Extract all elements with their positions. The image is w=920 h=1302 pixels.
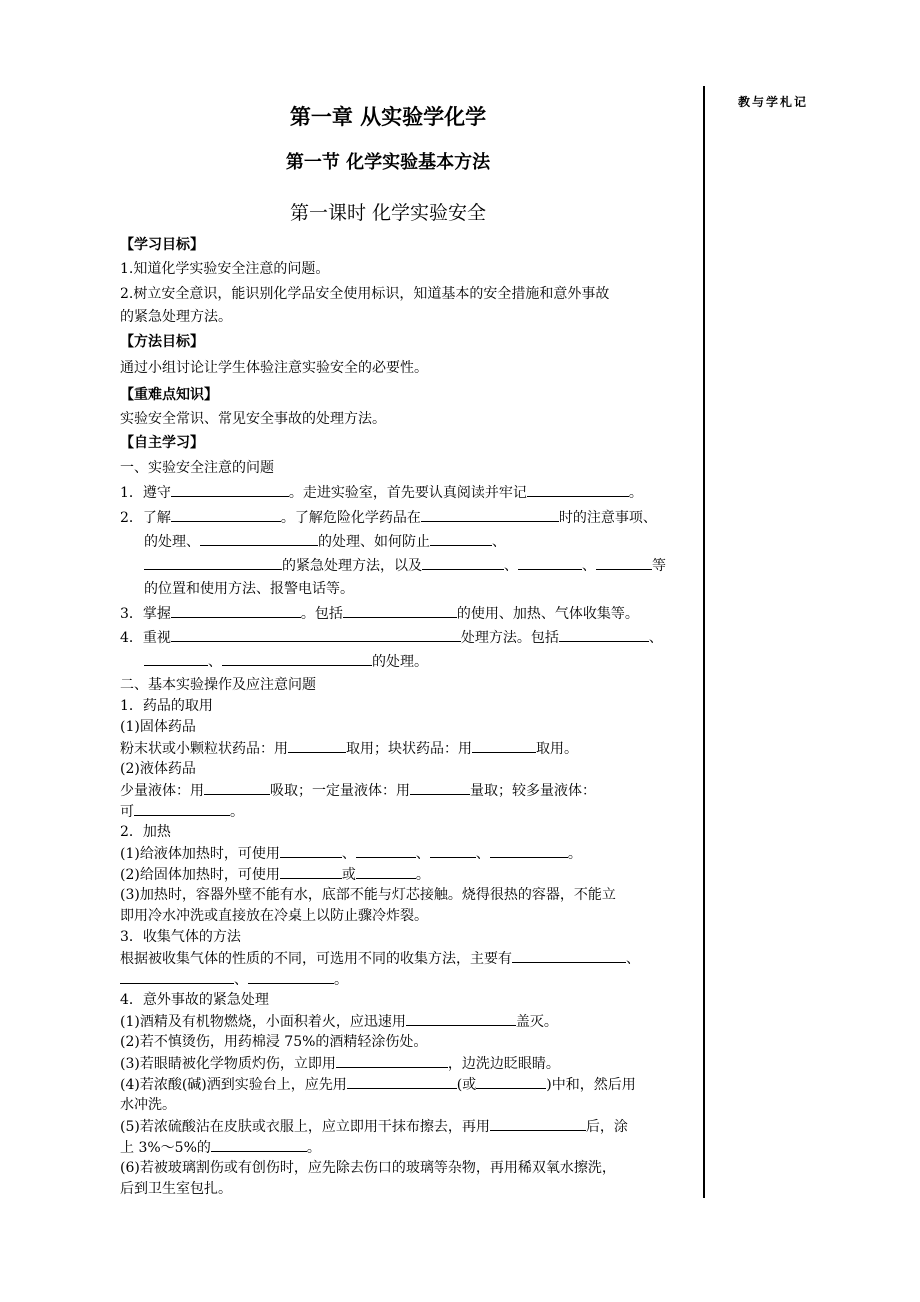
- blank[interactable]: [490, 1116, 586, 1131]
- method-heading: 【方法目标】: [120, 334, 204, 350]
- blank[interactable]: [211, 1137, 307, 1152]
- blank[interactable]: [171, 482, 289, 497]
- safety-item-4-line2: 、 的处理。: [144, 651, 724, 672]
- op3-text: 根据被收集气体的性质的不同，可选用不同的收集方法，主要有 、: [120, 948, 700, 969]
- part2-heading: 二、基本实验操作及应注意问题: [120, 677, 316, 693]
- blank[interactable]: [120, 969, 234, 984]
- goal-item-2: 2.树立安全意识，能识别化学品安全使用标识，知道基本的安全措施和意外事故: [120, 286, 610, 302]
- blank[interactable]: [134, 801, 230, 816]
- op4-heading: 4．意外事故的紧急处理: [120, 992, 269, 1008]
- emergency-5-cont: 上 3%～5%的 。: [120, 1137, 700, 1158]
- op3-heading: 3．收集气体的方法: [120, 929, 241, 945]
- blank[interactable]: [356, 843, 416, 858]
- op2b-text: (2)给固体加热时，可使用 或 。: [120, 864, 700, 885]
- blank[interactable]: [336, 1053, 448, 1068]
- blank[interactable]: [421, 507, 559, 522]
- emergency-3: (3)若眼睛被化学物质灼伤，立即用 ，边洗边眨眼睛。: [120, 1053, 700, 1074]
- blank[interactable]: [222, 651, 372, 666]
- blank[interactable]: [559, 627, 649, 642]
- safety-item-4: 4．重视 处理方法。包括 、: [120, 627, 700, 648]
- blank[interactable]: [347, 1074, 457, 1089]
- blank[interactable]: [200, 531, 318, 546]
- blank[interactable]: [171, 507, 281, 522]
- notes-divider: [703, 86, 705, 1198]
- safety-item-1: 1．遵守 。走进实验室，首先要认真阅读并牢记 。: [120, 482, 700, 503]
- blank[interactable]: [248, 969, 334, 984]
- section-title: 第一节 化学实验基本方法: [285, 152, 491, 173]
- op2c-text-cont: 即用冷水冲洗或直接放在冷桌上以防止骤冷炸裂。: [120, 908, 428, 924]
- op1a-heading: (1)固体药品: [120, 719, 196, 735]
- emergency-4-cont: 水冲洗。: [120, 1097, 176, 1113]
- blank[interactable]: [527, 482, 629, 497]
- blank[interactable]: [430, 531, 492, 546]
- emergency-2: (2)若不慎烫伤，用药棉浸 75%的酒精轻涂伤处。: [120, 1034, 428, 1050]
- blank[interactable]: [512, 948, 626, 963]
- op1-heading: 1．药品的取用: [120, 698, 213, 714]
- blank[interactable]: [144, 555, 282, 570]
- op2c-text: (3)加热时，容器外壁不能有水，底部不能与灯芯接触。烧得很热的容器，不能立: [120, 887, 616, 903]
- op1b-text: 少量液体：用 吸取；一定量液体：用 量取；较多量液体：: [120, 780, 700, 801]
- blank[interactable]: [171, 627, 461, 642]
- blank[interactable]: [343, 603, 457, 618]
- blank[interactable]: [144, 651, 208, 666]
- blank[interactable]: [280, 864, 342, 879]
- emergency-6: (6)若被玻璃割伤或有创伤时，应先除去伤口的玻璃等杂物，再用稀双氧水擦洗，: [120, 1160, 616, 1176]
- op2-heading: 2．加热: [120, 824, 171, 840]
- blank[interactable]: [518, 555, 582, 570]
- blank[interactable]: [288, 738, 346, 753]
- blank[interactable]: [406, 1011, 516, 1026]
- safety-item-2-line2: 的处理、 的处理、如何防止 、: [144, 531, 724, 552]
- goal-item-1: 1.知道化学实验安全注意的问题。: [120, 261, 330, 277]
- safety-item-2-line3: 的紧急处理方法，以及 、 、 等: [144, 555, 724, 576]
- op3-text-cont: 、 。: [120, 969, 700, 990]
- notes-column-label: 教与学札记: [738, 95, 809, 109]
- safety-item-2-line4: 的位置和使用方法、报警电话等。: [144, 581, 354, 597]
- lesson-title: 第一课时 化学实验安全: [289, 202, 487, 224]
- blank[interactable]: [490, 843, 568, 858]
- emergency-1: (1)酒精及有机物燃烧，小面积着火，应迅速用 盖灭。: [120, 1011, 700, 1032]
- op1a-text: 粉末状或小颗粒状药品：用 取用；块状药品：用 取用。: [120, 738, 700, 759]
- emergency-5: (5)若浓硫酸沾在皮肤或衣服上，应立即用干抹布擦去，再用 后，涂: [120, 1116, 700, 1137]
- method-text: 通过小组讨论让学生体验注意实验安全的必要性。: [120, 360, 428, 376]
- blank[interactable]: [476, 1074, 546, 1089]
- emergency-4: (4)若浓酸(碱)洒到实验台上，应先用 (或 )中和，然后用: [120, 1074, 700, 1095]
- self-study-heading: 【自主学习】: [120, 435, 204, 451]
- blank[interactable]: [171, 603, 301, 618]
- op1b-text-cont: 可 。: [120, 801, 700, 822]
- key-text: 实验安全常识、常见安全事故的处理方法。: [120, 411, 386, 427]
- blank[interactable]: [472, 738, 536, 753]
- goal-item-2-cont: 的紧急处理方法。: [120, 309, 232, 325]
- part1-heading: 一、实验安全注意的问题: [120, 460, 274, 476]
- emergency-6-cont: 后到卫生室包扎。: [120, 1181, 232, 1197]
- blank[interactable]: [422, 555, 504, 570]
- goals-heading: 【学习目标】: [120, 237, 204, 253]
- safety-item-3: 3．掌握 。包括 的使用、加热、气体收集等。: [120, 603, 700, 624]
- blank[interactable]: [596, 555, 652, 570]
- blank[interactable]: [410, 780, 470, 795]
- blank[interactable]: [280, 843, 342, 858]
- safety-item-2: 2．了解 。了解危险化学药品在 时的注意事项、: [120, 507, 700, 528]
- blank[interactable]: [356, 864, 416, 879]
- key-heading: 【重难点知识】: [120, 387, 218, 403]
- blank[interactable]: [204, 780, 270, 795]
- op2a-text: (1)给液体加热时，可使用 、 、 、 。: [120, 843, 700, 864]
- op1b-heading: (2)液体药品: [120, 761, 196, 777]
- chapter-title: 第一章 从实验学化学: [289, 104, 487, 129]
- blank[interactable]: [430, 843, 476, 858]
